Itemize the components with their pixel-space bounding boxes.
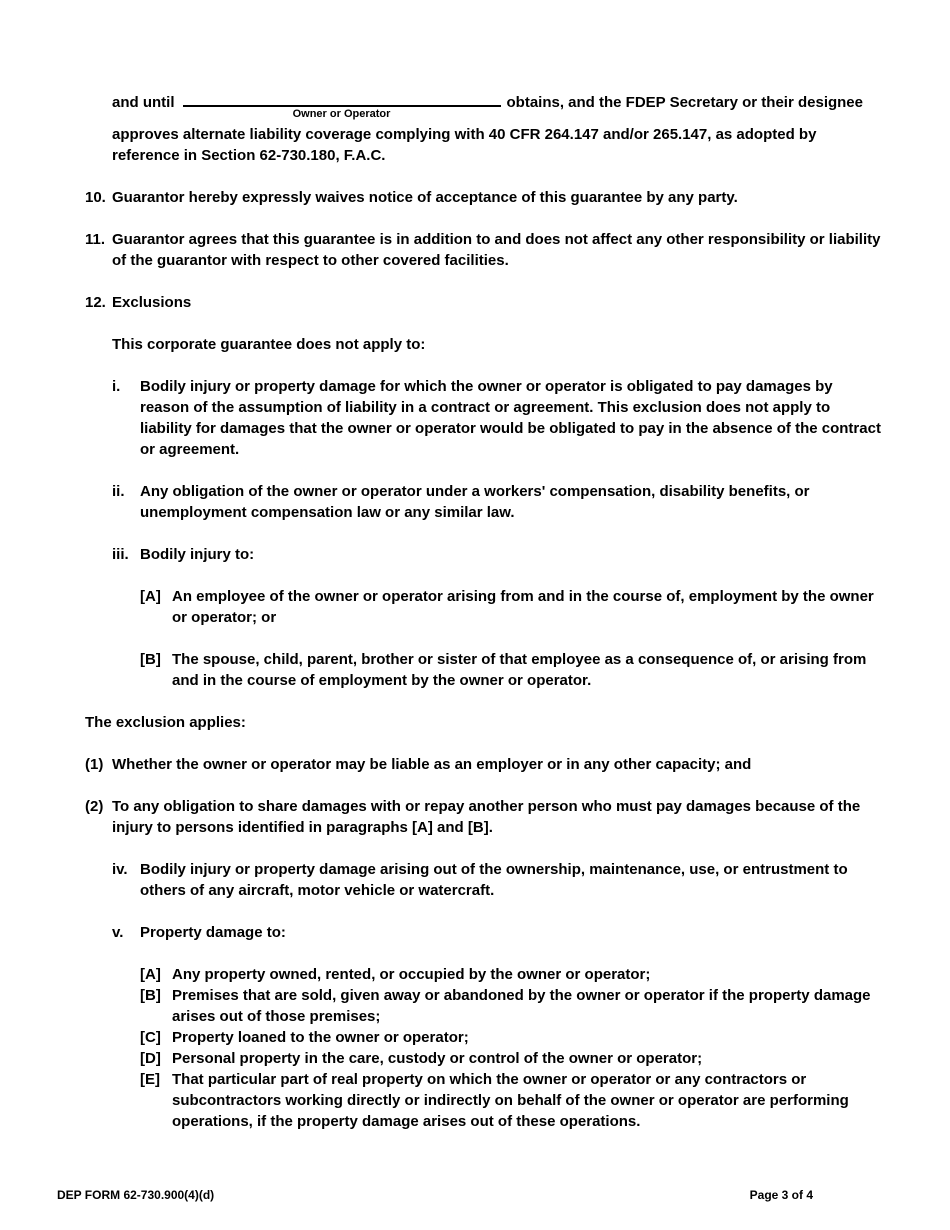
list-item-10 bbox=[85, 187, 882, 208]
sub-item-D bbox=[140, 1048, 882, 1069]
item-text: Bodily injury or property damage arising out of the ownership, maintenance, use, or entrustment to others of any aircraft, motor vehicle or watercraft. bbox=[140, 861, 848, 899]
sub-text: An employee of the owner or operator arising from and in the course of, employment by the owner or operator; or bbox=[172, 588, 874, 626]
list-item-v bbox=[112, 922, 882, 1132]
sub-item-C bbox=[140, 1027, 882, 1048]
page-footer bbox=[0, 1188, 950, 1202]
item-text: Bodily injury or property damage for which the owner or operator is obligated to pay damages by reason of the assumption of liability in a contract or agreement. This exclusion does not apply to liability for damages that the owner or operator would be obligated to pay in the absence of the contract or agreement. bbox=[140, 378, 881, 458]
sub-item-A bbox=[140, 964, 882, 985]
item-text: Guarantor agrees that this guarantee is in addition to and does not affect any other responsibility or liability of the guarantor with respect to other covered facilities. bbox=[112, 231, 881, 269]
list-item-ii bbox=[112, 481, 882, 523]
intro-after-blank: obtains, and the FDEP Secretary or their designee bbox=[506, 94, 863, 111]
sub-marker: [B] bbox=[140, 651, 161, 668]
list-item-11 bbox=[85, 229, 882, 271]
list-item-paren-2 bbox=[85, 796, 882, 838]
sub-text: Any property owned, rented, or occupied by the owner or operator; bbox=[172, 966, 651, 983]
item-text: Guarantor hereby expressly waives notice of acceptance of this guarantee by any party. bbox=[112, 189, 738, 206]
item-marker: v. bbox=[112, 924, 124, 941]
list-item-i bbox=[112, 376, 882, 460]
sub-text: Premises that are sold, given away or abandoned by the owner or operator if the property damage arises out of those premises; bbox=[172, 987, 871, 1025]
sub-text: Personal property in the care, custody or control of the owner or operator; bbox=[172, 1050, 703, 1067]
list-item-12 bbox=[85, 292, 882, 313]
exclusions-intro: This corporate guarantee does not apply to: bbox=[112, 336, 426, 353]
sub-marker: [D] bbox=[140, 1050, 161, 1067]
sub-marker: [B] bbox=[140, 987, 161, 1004]
sub-item-B bbox=[140, 985, 882, 1027]
sub-text: Property loaned to the owner or operator; bbox=[172, 1029, 469, 1046]
list-item-iv bbox=[112, 859, 882, 901]
item-marker: (1) bbox=[85, 756, 104, 773]
intro-line bbox=[112, 92, 882, 120]
intro-paragraph bbox=[112, 92, 882, 166]
sub-marker: [A] bbox=[140, 588, 161, 605]
item-text: To any obligation to share damages with or repay another person who must pay damages because of the injury to persons identified in paragraphs [A] and [B]. bbox=[112, 798, 861, 836]
item-text: Exclusions bbox=[112, 294, 192, 311]
item-marker: (2) bbox=[85, 798, 104, 815]
owner-operator-blank-field[interactable] bbox=[183, 92, 501, 120]
intro-before-blank: and until bbox=[112, 94, 175, 111]
sub-marker: [A] bbox=[140, 966, 161, 983]
list-item-iii bbox=[112, 544, 882, 691]
item-marker: i. bbox=[112, 378, 121, 395]
sub-item-E bbox=[140, 1069, 882, 1132]
sub-item-B bbox=[140, 649, 882, 691]
intro-continuation: approves alternate liability coverage complying with 40 CFR 264.147 and/or 265.147, as adopted by reference in Section 62-730.180, F.A.C. bbox=[112, 126, 817, 164]
item-text: Bodily injury to: bbox=[140, 546, 255, 563]
list-item-paren-1 bbox=[85, 754, 882, 775]
sub-text: That particular part of real property on which the owner or operator or any contractors or subcontractors working directly or indirectly on behalf of the owner or operator are performing operations, if the property damage arises out of these operations. bbox=[172, 1071, 849, 1130]
sub-marker: [C] bbox=[140, 1029, 161, 1046]
sub-item-A bbox=[140, 586, 882, 628]
item-text: Property damage to: bbox=[140, 924, 286, 941]
item-number: 11. bbox=[85, 231, 106, 248]
item-marker: iv. bbox=[112, 861, 128, 878]
page-number: Page 3 of 4 bbox=[749, 1188, 813, 1202]
sub-marker: [E] bbox=[140, 1071, 160, 1088]
item-number: 12. bbox=[85, 294, 106, 311]
exclusion-applies-heading: The exclusion applies: bbox=[85, 714, 246, 731]
sub-text: The spouse, child, parent, brother or sister of that employee as a consequence of, or arising from and in the course of employment by the owner or operator. bbox=[172, 651, 867, 689]
form-number: DEP FORM 62-730.900(4)(d) bbox=[57, 1188, 215, 1202]
item-text: Any obligation of the owner or operator under a workers' compensation, disability benefits, or unemployment compensation law or any similar law. bbox=[140, 483, 810, 521]
item-marker: iii. bbox=[112, 546, 129, 563]
item-marker: ii. bbox=[112, 483, 125, 500]
item-number: 10. bbox=[85, 189, 106, 206]
item-text: Whether the owner or operator may be liable as an employer or in any other capacity; and bbox=[112, 756, 752, 773]
blank-caption: Owner or Operator bbox=[292, 108, 391, 120]
